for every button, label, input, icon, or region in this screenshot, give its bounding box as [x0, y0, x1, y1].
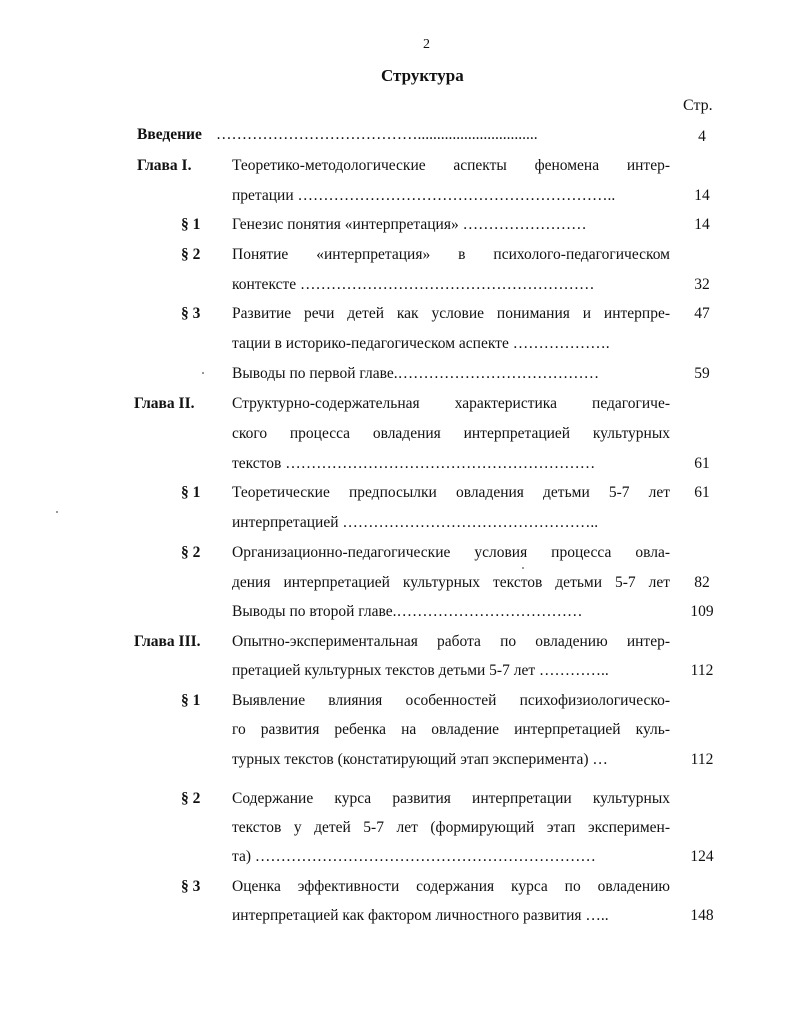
ch1-section3-number: § 3: [181, 305, 201, 322]
ch3-section2-page: 124: [690, 848, 714, 865]
chapter3-page: 112: [690, 662, 714, 679]
chapter3-title-line1: Опытно-экспериментальная работа по овладению интер-: [232, 633, 670, 650]
ch2-section2-title-line1: Организационно-педагогические условия процесса овла-: [232, 544, 670, 561]
ch3-section1-title-line1: Выявление влияния особенностей психофизиологическо-: [232, 692, 670, 709]
ch3-section3-page: 148: [690, 907, 714, 924]
page-title: Структура: [381, 66, 464, 85]
page-column-header: Стр.: [683, 97, 713, 114]
chapter1-title-line1: Теоретико-методологические аспекты феномена интер-: [232, 157, 670, 174]
intro-leader-dots: …………………………………...............................: [216, 126, 538, 143]
scan-speck: [202, 372, 204, 374]
ch1-section2-number: § 2: [181, 246, 201, 263]
chapter2-title-line1: Структурно-содержательная характеристика педагогиче-: [232, 395, 670, 412]
chapter2-title-line2: ского процесса овладения интерпретацией культурных: [232, 425, 670, 442]
scan-speck: [56, 511, 58, 513]
ch2-section1-page: 61: [694, 484, 710, 501]
ch1-section3-page: 47: [694, 305, 710, 322]
chapter2-label: Глава II.: [134, 395, 195, 412]
intro-label: Введение: [137, 126, 202, 143]
ch2-section2-title-line2: дения интерпретацией культурных текстов детьми 5-7 лет: [232, 574, 670, 591]
chapter2-page: 61: [694, 455, 710, 472]
ch3-section1-page: 112: [690, 751, 714, 768]
chapter1-page: 14: [694, 187, 710, 204]
ch1-conclusion-title: Выводы по первой главе.…………………………………: [232, 365, 600, 382]
ch1-section1-number: § 1: [181, 216, 201, 233]
chapter2-title-line3: текстов ……………………………………………………: [232, 455, 596, 472]
ch3-section3-number: § 3: [181, 878, 201, 895]
ch1-section1-title: Генезис понятия «интерпретация» ……………………: [232, 216, 587, 233]
ch3-section2-title-line1: Содержание курса развития интерпретации культурных: [232, 790, 670, 807]
scan-speck: [522, 567, 524, 569]
chapter3-label: Глава III.: [134, 633, 201, 650]
ch2-section1-title-line1: Теоретические предпосылки овладения детьми 5-7 лет: [232, 484, 670, 501]
ch1-section3-title-line1: Развитие речи детей как условие понимания и интерпре-: [232, 305, 670, 322]
ch2-conclusion-page: 109: [690, 603, 714, 620]
intro-page: 4: [698, 128, 706, 145]
ch1-section1-page: 14: [694, 216, 710, 233]
ch3-section2-title-line3: та) …………………………………………………………: [232, 848, 596, 865]
chapter1-label: Глава I.: [137, 157, 192, 174]
ch1-section3-title-line2: тации в историко-педагогическом аспекте ……………….: [232, 335, 610, 352]
ch3-section1-title-line2: го развития ребенка на овладение интерпретацией куль-: [232, 721, 670, 738]
ch1-section2-page: 32: [694, 276, 710, 293]
ch1-section2-title-line1: Понятие «интерпретация» в психолого-педагогическом: [232, 246, 670, 263]
chapter3-title-line2: претацией культурных текстов детьми 5-7 лет …………..: [232, 662, 609, 679]
ch1-section2-title-line2: контексте …………………………………………………: [232, 276, 595, 293]
ch2-section1-number: § 1: [181, 484, 201, 501]
ch2-section2-page: 82: [694, 574, 710, 591]
ch2-conclusion-title: Выводы по второй главе.………………………………: [232, 603, 583, 620]
ch3-section3-title-line1: Оценка эффективности содержания курса по овладению: [232, 878, 670, 895]
ch2-section2-number: § 2: [181, 544, 201, 561]
chapter1-title-line2: претации ……………………………………………………..: [232, 187, 616, 204]
ch1-conclusion-page: 59: [694, 365, 710, 382]
ch3-section2-number: § 2: [181, 790, 201, 807]
ch3-section1-title-line3: турных текстов (констатирующий этап эксперимента) …: [232, 751, 608, 768]
page-number: 2: [423, 37, 430, 52]
ch3-section3-title-line2: интерпретацией как фактором личностного развития …..: [232, 907, 609, 924]
ch3-section1-number: § 1: [181, 692, 201, 709]
ch2-section1-title-line2: интерпретацией …………………………………………..: [232, 514, 599, 531]
ch3-section2-title-line2: текстов у детей 5-7 лет (формирующий этап эксперимен-: [232, 819, 670, 836]
